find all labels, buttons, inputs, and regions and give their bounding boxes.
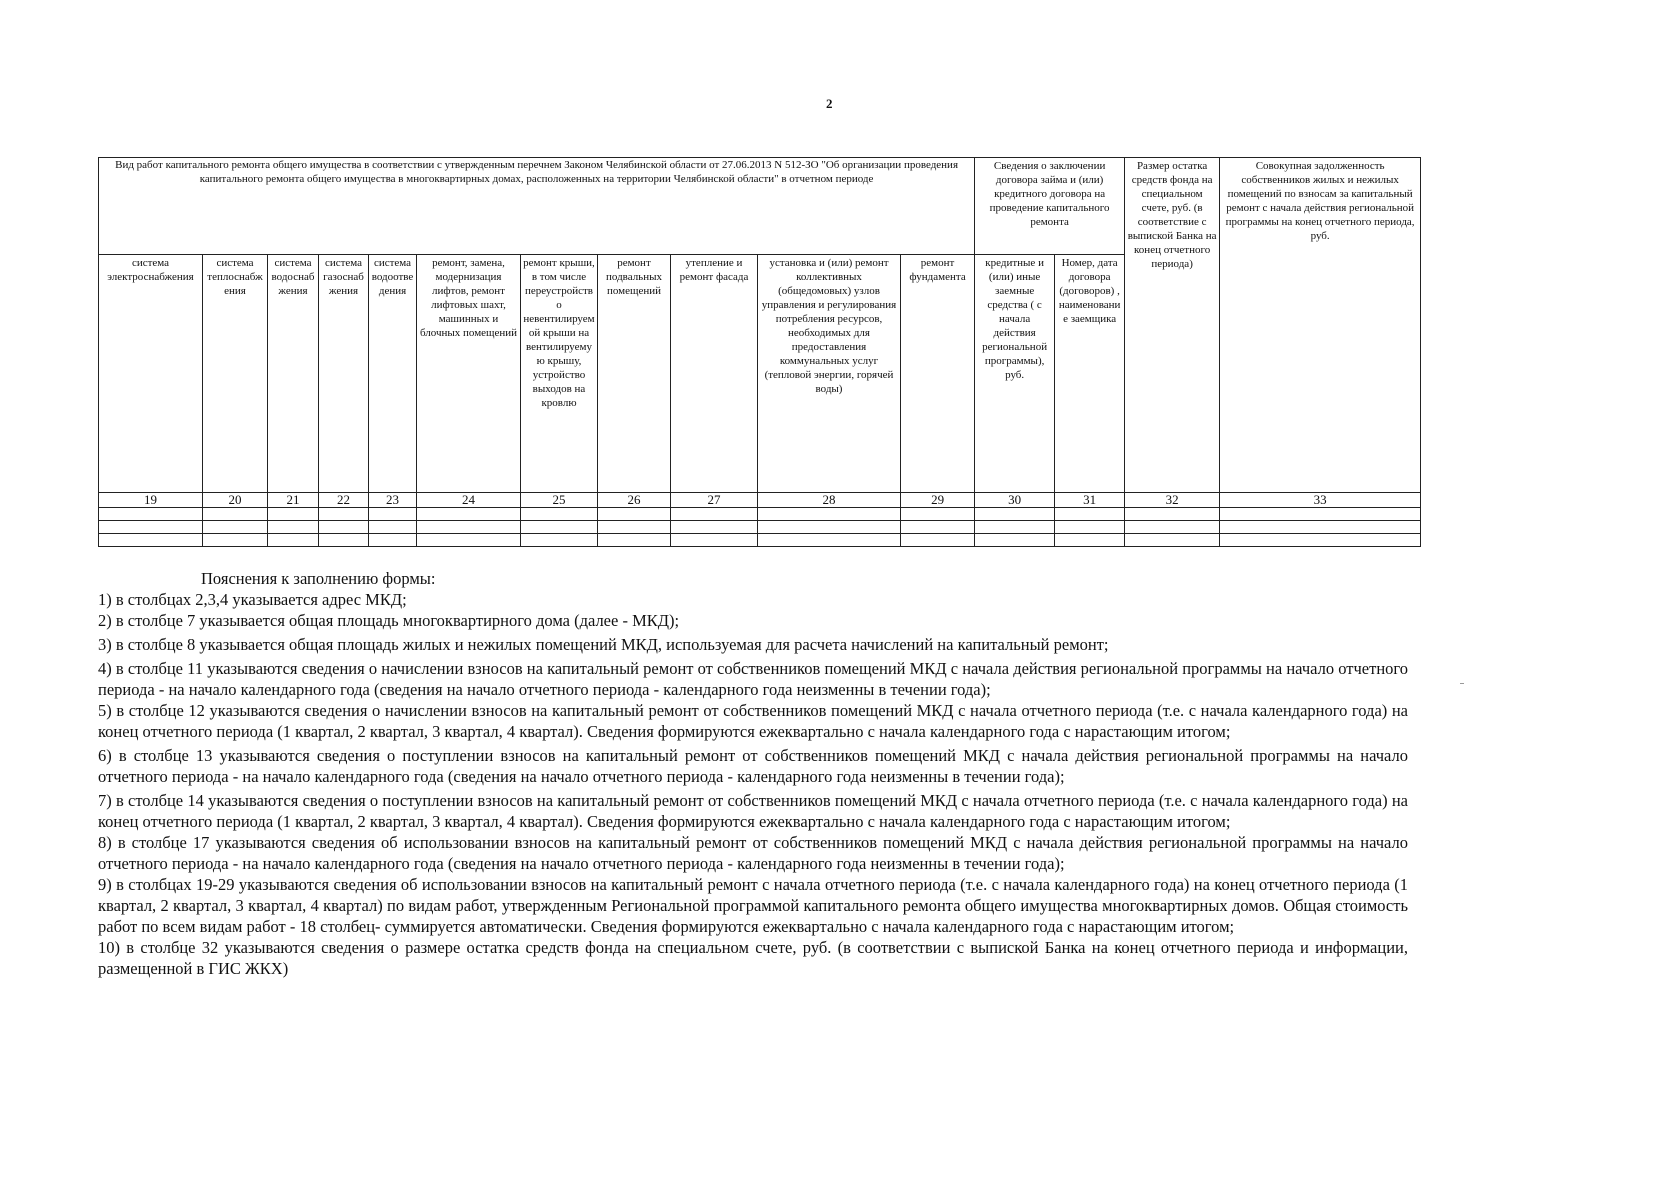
column-number: 31 (1055, 493, 1125, 508)
empty-cell (203, 534, 268, 547)
empty-cell (901, 521, 975, 534)
instruction-item: 4) в столбце 11 указываются сведения о начислении взносов на капитальный ремонт от собственников помещений МКД с начала действия региональной программы на начало отчетного периода - на начало календарного года (сведения на начало отчетного периода - календарного года неизменны в течении года); (98, 659, 1408, 699)
empty-cell (671, 508, 758, 521)
empty-cell (975, 508, 1055, 521)
empty-cell (369, 508, 417, 521)
empty-cell (417, 521, 521, 534)
column-number: 30 (975, 493, 1055, 508)
scan-artifact (1460, 683, 1464, 684)
empty-cell (417, 508, 521, 521)
empty-cell (671, 521, 758, 534)
subheader-26: ремонт подвальных помещений (598, 255, 671, 493)
column-number: 28 (758, 493, 901, 508)
empty-cell (975, 521, 1055, 534)
capital-repair-form-table (98, 157, 1421, 547)
column-number: 20 (203, 493, 268, 508)
empty-cell (521, 508, 598, 521)
empty-cell (758, 521, 901, 534)
instruction-item: 1) в столбцах 2,3,4 указывается адрес МКД; (98, 590, 407, 609)
col33-header: Совокупная задолженность собственников жилых и нежилых помещений по взносам за капитальный ремонт с начала действия региональной программы на конец отчетного периода, руб. (1220, 158, 1421, 493)
empty-cell (598, 521, 671, 534)
empty-cell (99, 534, 203, 547)
empty-cell (1055, 521, 1125, 534)
empty-cell (758, 534, 901, 547)
subheader-21: система водоснабжения (268, 255, 319, 493)
empty-cell (1055, 508, 1125, 521)
empty-cell (521, 534, 598, 547)
subheader-20: система теплоснабжения (203, 255, 268, 493)
subheader-19: система электроснабжения (99, 255, 203, 493)
column-number: 19 (99, 493, 203, 508)
empty-cell (1125, 521, 1220, 534)
subheader-25: ремонт крыши, в том числе переустройство невентилируемой крыши на вентилируемую крышу, устройство выходов на кровлю (521, 255, 598, 493)
instruction-item: 5) в столбце 12 указываются сведения о начислении взносов на капитальный ремонт от собственников помещений МКД с начала отчетного периода (т.е. с начала календарного года) на конец отчетного периода (1 квартал, 2 квартал, 3 квартал, 4 квартал). Сведения формируются ежеквартально с начала календарного года с нарастающим итогом; (98, 701, 1408, 741)
subheader-31: Номер, дата договора (договоров) , наименование заемщика (1055, 255, 1125, 493)
empty-cell (1220, 534, 1421, 547)
empty-data-row (99, 508, 1421, 521)
empty-data-row (99, 521, 1421, 534)
instruction-item: 2) в столбце 7 указывается общая площадь многоквартирного дома (далее - МКД); (98, 611, 680, 630)
empty-cell (901, 508, 975, 521)
column-number: 21 (268, 493, 319, 508)
empty-cell (901, 534, 975, 547)
column-number: 29 (901, 493, 975, 508)
empty-cell (369, 534, 417, 547)
column-number: 33 (1220, 493, 1421, 508)
empty-cell (1220, 521, 1421, 534)
filling-instructions (98, 568, 1408, 979)
empty-cell (1125, 534, 1220, 547)
subheader-29: ремонт фундамента (901, 255, 975, 493)
column-number: 32 (1125, 493, 1220, 508)
empty-cell (203, 521, 268, 534)
empty-cell (268, 508, 319, 521)
instructions-title: Пояснения к заполнению формы: (201, 569, 436, 588)
empty-cell (319, 534, 369, 547)
column-number: 27 (671, 493, 758, 508)
column-number: 24 (417, 493, 521, 508)
column-number: 26 (598, 493, 671, 508)
empty-cell (268, 534, 319, 547)
empty-cell (1055, 534, 1125, 547)
page-number: 2 (826, 96, 833, 111)
subheader-23: система водоотведения (369, 255, 417, 493)
instruction-item: 7) в столбце 14 указываются сведения о поступлении взносов на капитальный ремонт от собственников помещений МКД с начала отчетного периода (т.е. с начала календарного года) на конец отчетного периода (1 квартал, 2 квартал, 3 квартал, 4 квартал). Сведения формируются ежеквартально с начала календарного года с нарастающим итогом; (98, 791, 1408, 831)
empty-cell (99, 508, 203, 521)
instruction-item: 10) в столбце 32 указываются сведения о размере остатка средств фонда на специальном счете, руб. (в соответствии с выпиской Банка на конец отчетного периода и информации, размещенной в ГИС ЖКХ) (98, 938, 1408, 978)
empty-cell (417, 534, 521, 547)
empty-cell (319, 521, 369, 534)
empty-cell (1220, 508, 1421, 521)
empty-cell (521, 521, 598, 534)
subheader-30: кредитные и (или) иные заемные средства ( с начала действия региональной программы), руб. (975, 255, 1055, 493)
empty-cell (671, 534, 758, 547)
empty-cell (1125, 508, 1220, 521)
empty-cell (203, 508, 268, 521)
column-number: 25 (521, 493, 598, 508)
empty-cell (758, 508, 901, 521)
column-number: 23 (369, 493, 417, 508)
instruction-item: 3) в столбце 8 указывается общая площадь жилых и нежилых помещений МКД, используемая для расчета начислений на капитальный ремонт; (98, 635, 1109, 654)
empty-cell (598, 508, 671, 521)
col32-header: Размер остатка средств фонда на специальном счете, руб. (в соответствие с выпиской Банка на конец отчетного периода) (1125, 158, 1220, 493)
loan-info-group-header: Сведения о заключении договора займа и (или) кредитного договора на проведение капитального ремонта (975, 158, 1125, 255)
instruction-item: 8) в столбце 17 указываются сведения об использовании взносов на капитальный ремонт от собственников помещений МКД с начала действия региональной программы на начало отчетного периода - на начало календарного года (сведения на начало отчетного периода - календарного года неизменны в течении года); (98, 833, 1408, 873)
empty-data-row (99, 534, 1421, 547)
subheader-22: система газоснабжения (319, 255, 369, 493)
subheader-24: ремонт, замена, модернизация лифтов, ремонт лифтовых шахт, машинных и блочных помещений (417, 255, 521, 493)
empty-cell (268, 521, 319, 534)
empty-cell (99, 521, 203, 534)
empty-cell (975, 534, 1055, 547)
empty-cell (369, 521, 417, 534)
subheader-28: установка и (или) ремонт коллективных (общедомовых) узлов управления и регулирования потребления ресурсов, необходимых для предоставления коммунальных услуг (тепловой энергии, горячей воды) (758, 255, 901, 493)
subheader-27: утепление и ремонт фасада (671, 255, 758, 493)
column-number: 22 (319, 493, 369, 508)
instruction-item: 6) в столбце 13 указываются сведения о поступлении взносов на капитальный ремонт от собственников помещений МКД с начала действия региональной программы на начало отчетного периода - на начало календарного года (сведения на начало отчетного периода - календарного года неизменны в течении года); (98, 746, 1408, 786)
empty-cell (319, 508, 369, 521)
instruction-item: 9) в столбцах 19-29 указываются сведения об использовании взносов на капитальный ремонт с начала отчетного периода (т.е. с начала календарного года) на конец отчетного периода (1 квартал, 2 квартал, 3 квартал, 4 квартал) по видам работ, утвержденным Региональной программой капитального ремонта общего имущества многоквартирных домов. Общая стоимость работ по всем видам работ - 18 столбец- суммируется автоматически. Сведения формируются ежеквартально с начала календарного года с нарастающим итогом; (98, 875, 1408, 936)
empty-cell (598, 534, 671, 547)
work-types-group-header: Вид работ капитального ремонта общего имущества в соответствии с утвержденным перечнем Законом Челябинской области от 27.06.2013 N 512-ЗО "Об организации проведения капитального ремонта общего имущества в многоквартирных домах, расположенных на территории Челябинской области" в отчетном периоде (99, 158, 975, 255)
